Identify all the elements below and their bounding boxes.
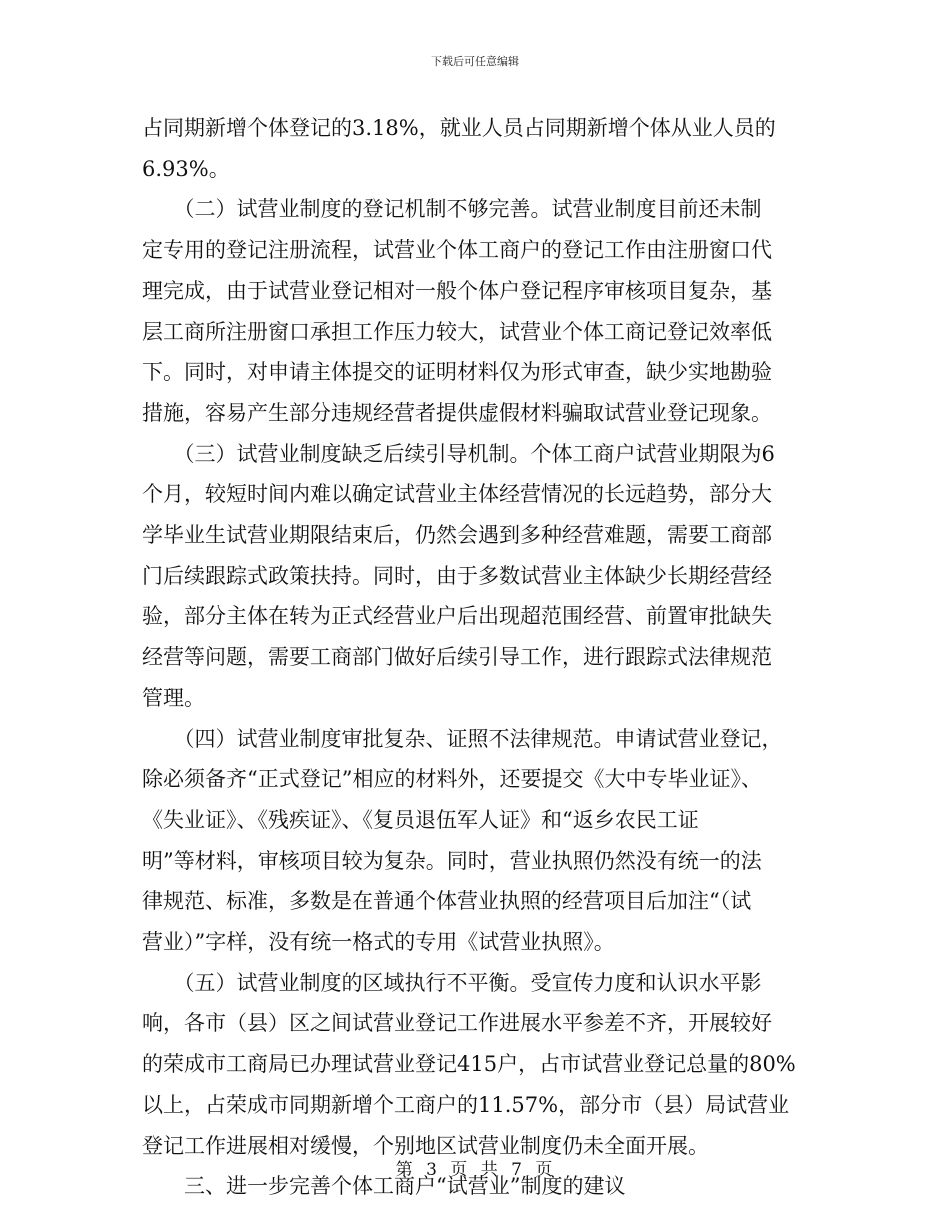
text-line: 三、进一步完善个体工商户“试营业”制度的建议 xyxy=(142,1174,626,1199)
text-line: 律规范、标准，多数是在普通个体营业执照的经营项目后加注“（试 xyxy=(142,889,752,914)
text-line: （三）试营业制度缺乏后续引导机制。个体工商户试营业期限为6 xyxy=(142,441,775,466)
text-line: 个月，较短时间内难以确定试营业主体经营情况的长远趋势，部分大 xyxy=(142,482,772,507)
text-line: 《失业证》、《残疾证》、《复员退伍军人证》和“返乡农民工证 xyxy=(142,807,699,832)
text-line: 验，部分主体在转为正式经营业户后出现超范围经营、前置审批缺失 xyxy=(142,604,772,629)
text-line: 定专用的登记注册流程，试营业个体工商户的登记工作由注册窗口代 xyxy=(142,238,772,263)
text-line: 登记工作进展相对缓慢，个别地区试营业制度仍未全面开展。 xyxy=(142,1133,709,1158)
text-line: 理完成，由于试营业登记相对一般个体户登记程序审核项目复杂，基 xyxy=(142,278,772,303)
text-line: 明”等材料，审核项目较为复杂。同时，营业执照仍然没有统一的法 xyxy=(142,848,762,873)
page-number: 第 3 页 共 7 页 xyxy=(395,1160,555,1180)
text-line: 以上，占荣成市同期新增个工商户的11.57%，部分市（县）局试营业 xyxy=(142,1092,790,1117)
text-line: 管理。 xyxy=(142,685,205,710)
text-line: 门后续跟踪式政策扶持。同时，由于多数试营业主体缺少长期经营经 xyxy=(142,563,772,588)
text-line: 的荣成市工商局已办理试营业登记415户，占市试营业登记总量的80% xyxy=(142,1052,796,1077)
page-header: 下载后可任意编辑 xyxy=(431,55,519,68)
text-line: 经营等问题，需要工商部门做好后续引导工作，进行跟踪式法律规范 xyxy=(142,645,772,670)
text-line: （二）试营业制度的登记机制不够完善。试营业制度目前还未制 xyxy=(142,197,762,222)
text-line: 学毕业生试营业期限结束后，仍然会遇到多种经营难题，需要工商部 xyxy=(142,523,772,548)
text-line: 营业）”字样，没有统一格式的专用《试营业执照》。 xyxy=(142,930,615,955)
text-line: 响，各市（县）区之间试营业登记工作进展水平参差不齐，开展较好 xyxy=(142,1011,772,1036)
text-line: 层工商所注册窗口承担工作压力较大，试营业个体工商记登记效率低 xyxy=(142,319,772,344)
text-line: （五）试营业制度的区域执行不平衡。受宣传力度和认识水平影 xyxy=(142,970,762,995)
text-line: 除必须备齐“正式登记”相应的材料外，还要提交《大中专毕业证》、 xyxy=(142,767,762,792)
text-line: （四）试营业制度审批复杂、证照不法律规范。申请试营业登记， xyxy=(142,726,783,751)
text-line: 6.93%。 xyxy=(142,156,230,181)
document-body xyxy=(142,108,810,1207)
text-line: 措施，容易产生部分违规经营者提供虚假材料骗取试营业登记现象。 xyxy=(142,400,772,425)
text-line: 下。同时，对申请主体提交的证明材料仅为形式审查，缺少实地勘验 xyxy=(142,360,772,385)
text-line: 占同期新增个体登记的3.18%，就业人员占同期新增个体从业人员的 xyxy=(142,116,776,140)
